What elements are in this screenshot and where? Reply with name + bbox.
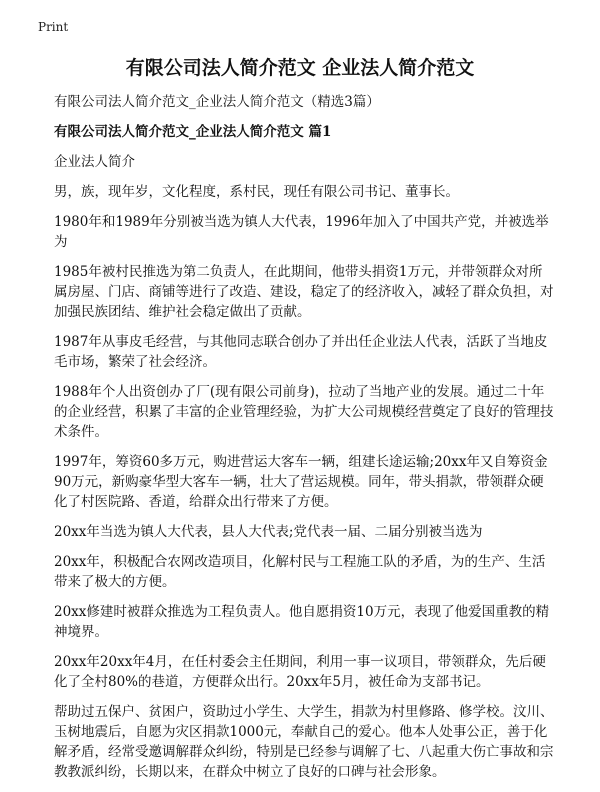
- document-subtitle: 有限公司法人简介范文_企业法人简介范文（精选3篇）: [54, 94, 380, 110]
- print-link[interactable]: Print: [38, 20, 69, 34]
- paragraph: 20xx年20xx年4月，在任村委会主任期间，利用一事一议项目，带领群众，先后硬化了全村80%的巷道，方便群众出行。20xx年5月，被任命为支部书记。: [54, 654, 546, 690]
- paragraph: 20xx年，积极配合农网改造项目，化解村民与工程施工队的矛盾，为的生产、生活带来了极大的方便。: [54, 554, 546, 590]
- paragraph: 20xx年当选为镇人大代表，县人大代表;党代表一届、二届分别被当选为: [54, 524, 483, 540]
- paragraph: 1997年，筹资60多万元，购进营运大客车一辆，组建长途运输;20xx年又自筹资金90万元，新购豪华型大客车一辆，壮大了营运规模。同年，带头捐款，带领群众硬化了村医院路、香道，给群众出行带来了方便。: [54, 454, 548, 510]
- paragraph: 男，族，现年岁，文化程度，系村民，现任有限公司书记、董事长。: [54, 184, 459, 200]
- document-title: 有限公司法人简介范文 企业法人简介范文: [125, 57, 475, 79]
- paragraph: 1987年从事皮毛经营，与其他同志联合创办了并出任企业法人代表，活跃了当地皮毛市场，繁荣了社会经济。: [54, 334, 548, 370]
- paragraph: 企业法人简介: [54, 154, 135, 170]
- paragraph: 1980年和1989年分别被当选为镇人大代表，1996年加入了中国共产党，并被选举为: [54, 214, 549, 250]
- paragraph: 帮助过五保户、贫困户，资助过小学生、大学生，捐款为村里修路、修学校。汶川、玉树地震后，自愿为灾区捐款1000元，奉献自己的爱心。他本人处事公正，善于化解矛盾，经常受邀调解群众纠纷，特别是已经参与调解了七、八起重大伤亡事故和宗教教派纠纷，长期以来，在群众中树立了良好的口碑与社会形象。: [54, 704, 554, 780]
- document-body: [54, 92, 554, 792]
- section-heading: 有限公司法人简介范文_企业法人简介范文 篇1: [54, 124, 332, 140]
- paragraph: 1988年个人出资创办了厂(现有限公司前身)，拉动了当地产业的发展。通过二十年的企业经营，积累了丰富的企业管理经验，为扩大公司规模经营奠定了良好的管理技术条件。: [54, 384, 554, 440]
- paragraph: 1985年被村民推选为第二负责人，在此期间，他带头捐资1万元，并带领群众对所属房屋、门店、商铺等进行了改造、建设，稳定了的经济收入，减轻了群众负担，对加强民族团结、维护社会稳定做出了贡献。: [54, 264, 554, 320]
- paragraph: 20xx修建时被群众推选为工程负责人。他自愿捐资10万元，表现了他爱国重教的精神境界。: [54, 604, 550, 640]
